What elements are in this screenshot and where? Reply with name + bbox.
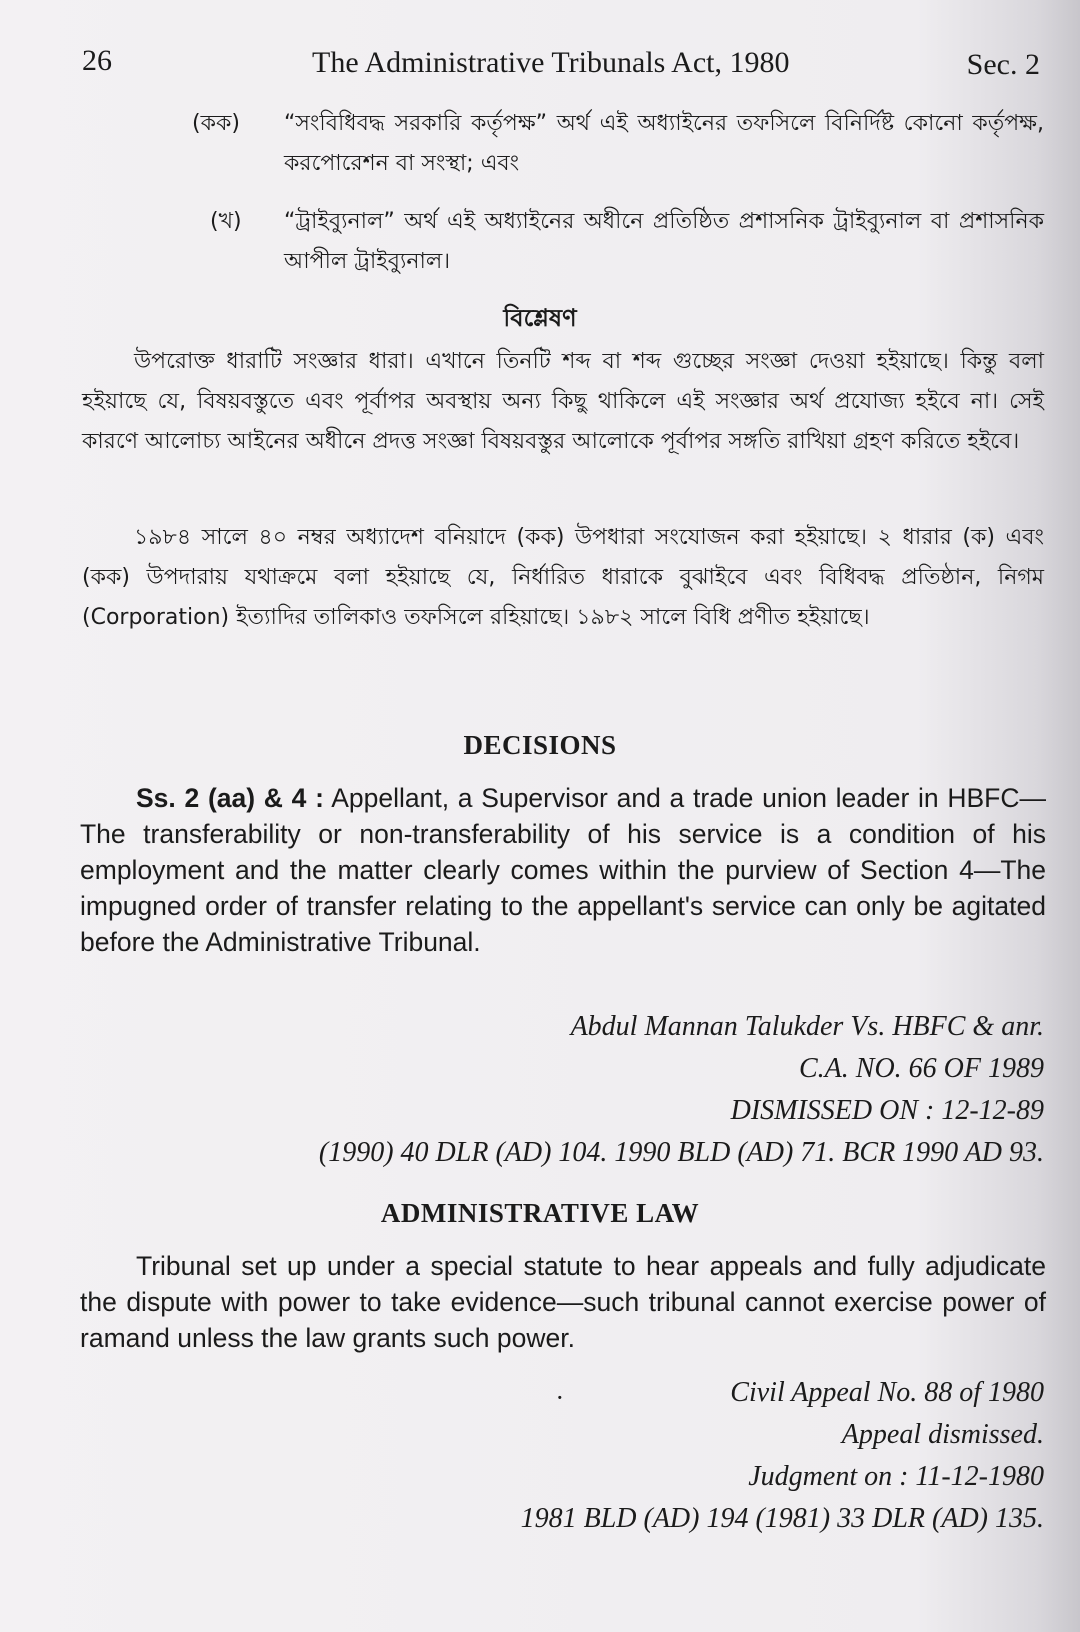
definition-label: (খ) [210, 209, 242, 234]
running-header [82, 44, 1050, 90]
section-label: Sec. 2 [966, 48, 1040, 81]
admin-law-heading: ADMINISTRATIVE LAW [380, 1198, 700, 1228]
admin-law-paragraph [80, 1248, 1046, 1356]
definition-label: (কক) [192, 111, 240, 136]
citation-line: DISMISSED ON : 12-12-89 [730, 1095, 1044, 1126]
definition-text: “সংবিধিবদ্ধ সরকারি কর্তৃপক্ষ” অর্থ এই অধ্যাইনের তফসিলে বিনির্দিষ্ট কোনো কর্তৃপক্ষ, করপোরেশন বা সংস্থা; এবং [284, 111, 1044, 176]
citation-line: 1981 BLD (AD) 194 (1981) 33 DLR (AD) 135. [520, 1503, 1044, 1534]
definition-kaka [192, 104, 1044, 184]
citation-line: Appeal dismissed. [841, 1419, 1044, 1450]
analysis-paragraph: ১৯৮৪ সালে ৪০ নম্বর অধ্যাদেশ বনিয়াদে (কক) উপধারা সংযোজন করা হইয়াছে। ২ ধারার (ক) এবং (কক) উপদারায় যথাক্রমে বলা হইয়াছে যে, নির্ধারিত ধারাকে বুঝাইবে এবং বিধিবদ্ধ প্রতিষ্ঠান, নিগম (Corporation) ইত্যাদির তালিকাও তফসিলে রহিয়াছে। ১৯৮২ সালে বিধি প্রণীত হইয়াছে। [82, 525, 1044, 630]
stray-mark: · [556, 1384, 564, 1412]
decision-lead: Ss. 2 (aa) & 4 : [136, 783, 324, 813]
citation-line: Abdul Mannan Talukder Vs. HBFC & anr. [570, 1011, 1044, 1042]
citation-line: Judgment on : 11-12-1980 [748, 1461, 1044, 1492]
decisions-heading: DECISIONS [463, 730, 617, 760]
running-title: The Administrative Tribunals Act, 1980 [312, 46, 790, 79]
admin-law-text: Tribunal set up under a special statute to hear appeals and fully adjudicate the dispute with power to take evidence—such tribunal cannot exercise power of ramand unless the law grants such power. [80, 1251, 1046, 1353]
citation-line: (1990) 40 DLR (AD) 104. 1990 BLD (AD) 71. BCR 1990 AD 93. [318, 1137, 1044, 1168]
decision-text: Appellant, a Supervisor and a trade union leader in HBFC—The transferability or non-transferability of his service is a condition of his employment and the matter clearly comes within the purview of Section 4—The impugned order of transfer relating to the appellant's service can only be agitated before the Administrative Tribunal. [80, 783, 1047, 957]
admin-law-citation [521, 1372, 1044, 1540]
decision-citation [319, 1006, 1044, 1174]
citation-line: Civil Appeal No. 88 of 1980 [730, 1377, 1044, 1408]
analysis-heading: বিশ্লেষণ [503, 304, 577, 332]
definition-text: “ট্রাইব্যুনাল” অর্থ এই অধ্যাইনের অধীনে প্রতিষ্ঠিত প্রশাসনিক ট্রাইব্যুনাল বা প্রশাসনিক আপীল ট্রাইব্যুনাল। [284, 209, 1044, 274]
analysis-paragraph: উপরোক্ত ধারাটি সংজ্ঞার ধারা। এখানে তিনটি শব্দ বা শব্দ গুচ্ছের সংজ্ঞা দেওয়া হইয়াছে। কিন্তু বলা হইয়াছে যে, বিষয়বস্তুতে এবং পূর্বাপর অবস্থায় অন্য কিছু থাকিলে এই সংজ্ঞার অর্থ প্রযোজ্য হইবে না। সেই কারণে আলোচ্য আইনের অধীনে প্রদত্ত সংজ্ঞা বিষয়বস্তুর আলোকে পূর্বাপর সঙ্গতি রাখিয়া গ্রহণ করিতে হইবে। [82, 349, 1044, 454]
definition-kha [210, 202, 1044, 282]
page-number: 26 [82, 44, 112, 77]
citation-line: C.A. NO. 66 OF 1989 [799, 1053, 1044, 1084]
decision-paragraph [80, 780, 1046, 960]
